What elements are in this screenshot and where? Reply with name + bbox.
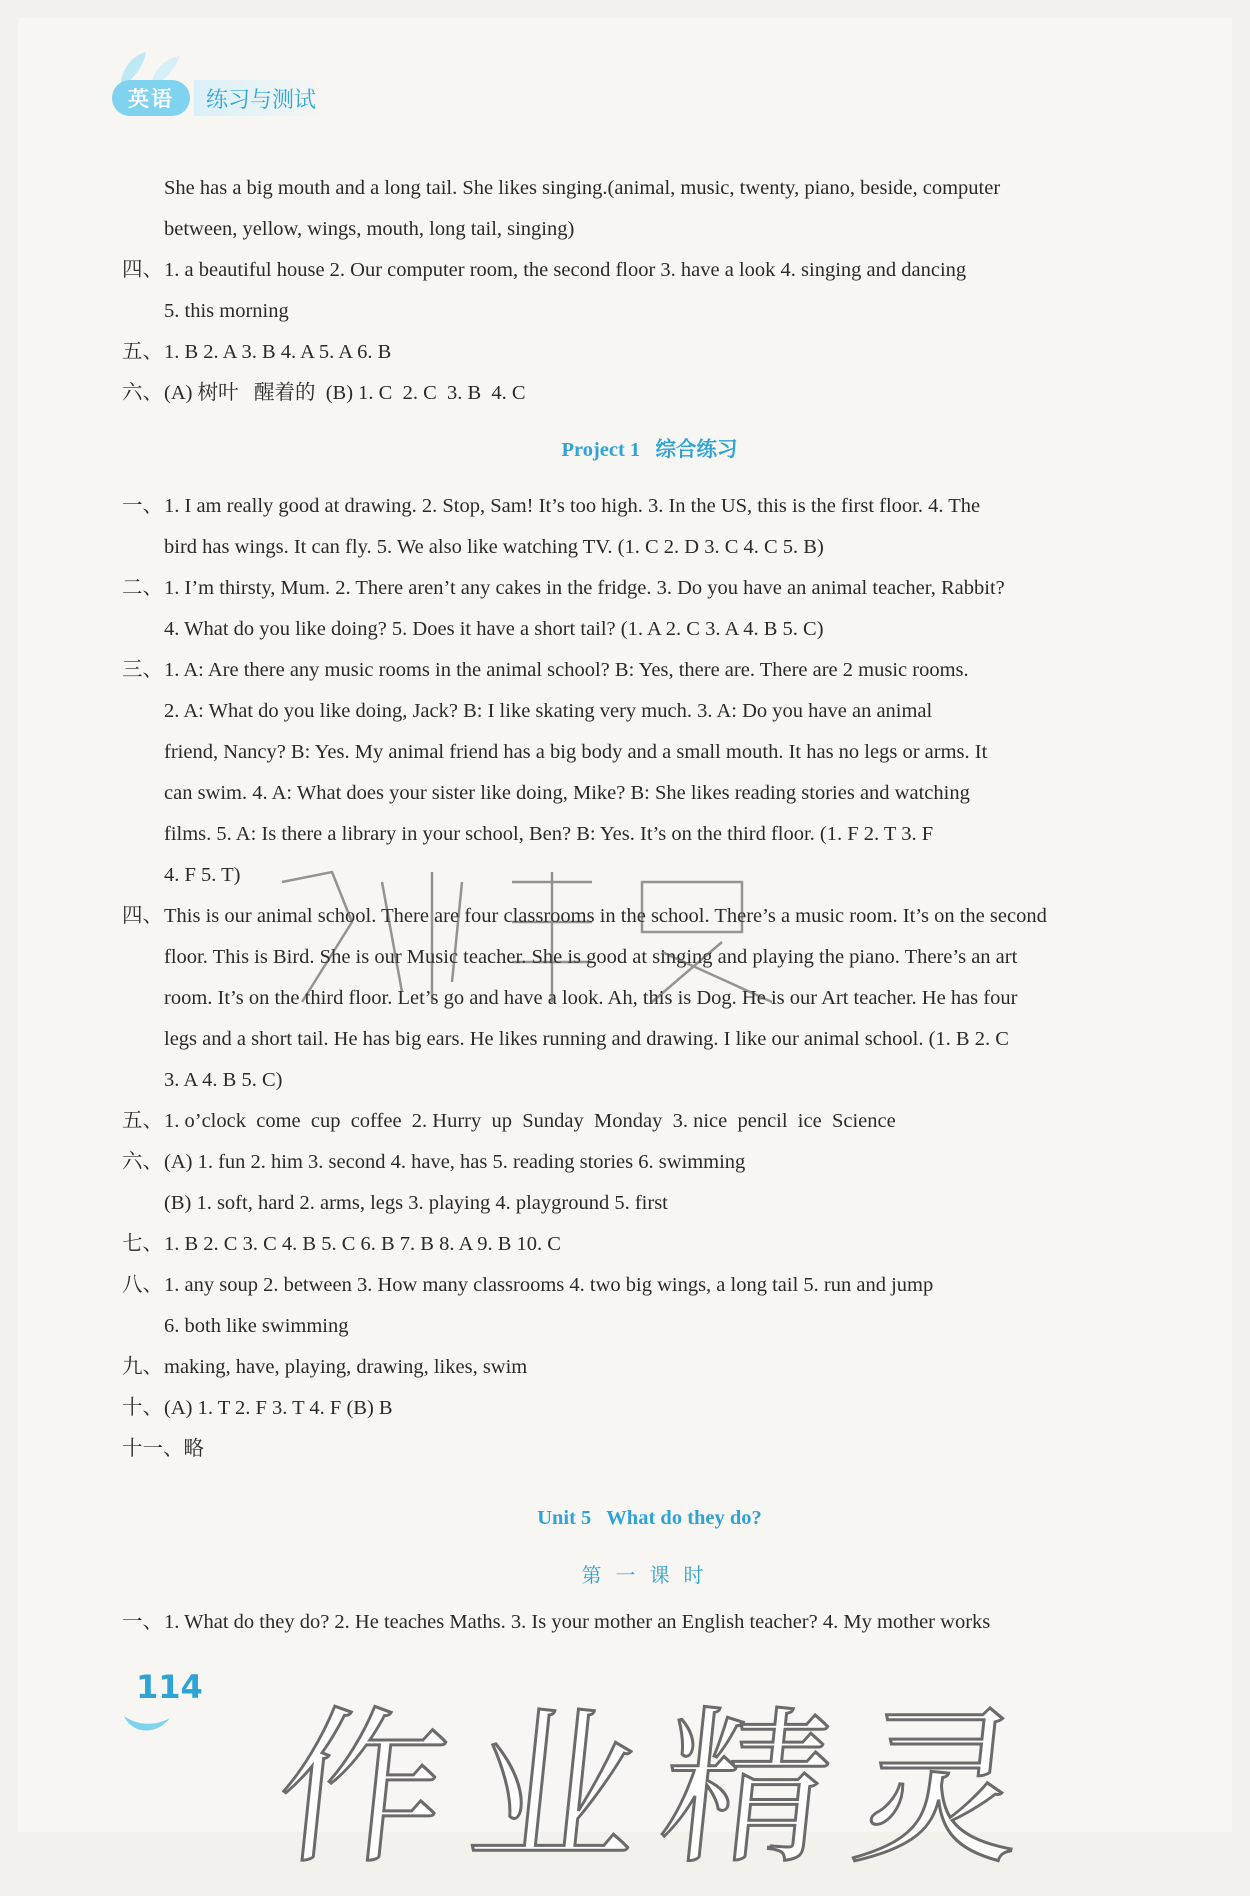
- unit-q1: 一、 1. What do they do? 2. He teaches Maths. 3. Is your mother an English teacher? 4. My mother works: [122, 1611, 991, 1633]
- text-line: films. 5. A: Is there a library in your school, Ben? B: Yes. It’s on the third floor. (1. F 2. T 3. F: [164, 823, 934, 845]
- project-q6: 六、 (A) 1. fun 2. him 3. second 4. have, has 5. reading stories 6. swimming: [122, 1151, 746, 1173]
- text-line: legs and a short tail. He has big ears. He likes running and drawing. I like our animal school. (1. B 2. C: [164, 1028, 1009, 1050]
- project-q4: 四、 This is our animal school. There are four classrooms in the school. There’s a music room. It’s on the second: [122, 905, 1047, 927]
- section-4: 四、 1. a beautiful house 2. Our computer room, the second floor 3. have a look 4. singing and dancing: [122, 259, 967, 281]
- text-line: 2. A: What do you like doing, Jack? B: I like skating very much. 3. A: Do you have an animal: [164, 700, 933, 722]
- text-line: floor. This is Bird. She is our Music teacher. She is good at singing and playing the piano. There’s an art: [164, 946, 1018, 968]
- project-q5: 五、 1. o’clock come cup coffee 2. Hurry up Sunday Monday 3. nice pencil ice Science: [122, 1110, 896, 1132]
- lesson-title: 第一课时: [581, 1565, 718, 1587]
- text-line: bird has wings. It can fly. 5. We also like watching TV. (1. C 2. D 3. C 4. C 5. B): [164, 536, 824, 558]
- project-q9: 九、 making, have, playing, drawing, likes, swim: [122, 1356, 528, 1378]
- text-line: She has a big mouth and a long tail. She likes singing.(animal, music, twenty, piano, beside, computer: [164, 177, 1001, 199]
- text-line: can swim. 4. A: What does your sister like doing, Mike? B: She likes reading stories and watching: [164, 782, 970, 804]
- project-q10: 十、 (A) 1. T 2. F 3. T 4. F (B) B: [122, 1397, 393, 1419]
- project-q7: 七、 1. B 2. C 3. C 4. B 5. C 6. B 7. B 8. A 9. B 10. C: [122, 1233, 561, 1255]
- text-line: (B) 1. soft, hard 2. arms, legs 3. playing 4. playground 5. first: [164, 1192, 668, 1214]
- text-line: 4. What do you like doing? 5. Does it have a short tail? (1. A 2. C 3. A 4. B 5. C): [164, 618, 824, 640]
- text-line: 4. F 5. T): [164, 864, 241, 886]
- text-line: between, yellow, wings, mouth, long tail, singing): [164, 218, 575, 240]
- project-title: Project 1 综合练习: [561, 439, 738, 461]
- watermark-text: 作业精灵: [268, 1691, 1057, 1887]
- project-q8: 八、 1. any soup 2. between 3. How many classrooms 4. two big wings, a long tail 5. run and jump: [122, 1274, 934, 1296]
- project-q2: 二、 1. I’m thirsty, Mum. 2. There aren’t any cakes in the fridge. 3. Do you have an animal teacher, Rabbit?: [122, 577, 1005, 599]
- subject-badge: 英语: [112, 80, 190, 116]
- page-leaf-icon: [122, 1712, 172, 1738]
- text-line: 5. this morning: [164, 300, 289, 322]
- project-q1: 一、 1. I am really good at drawing. 2. Stop, Sam! It’s too high. 3. In the US, this is the first floor. 4. The: [122, 495, 981, 517]
- section-5: 五、 1. B 2. A 3. B 4. A 5. A 6. B: [122, 341, 392, 363]
- text-line: room. It’s on the third floor. Let’s go and have a look. Ah, this is Dog. He is our Art teacher. He has four: [164, 987, 1018, 1009]
- unit-title: Unit 5 What do they do?: [537, 1507, 762, 1529]
- book-header: [110, 50, 430, 120]
- book-subtitle: 练习与测试: [194, 80, 328, 116]
- section-6: 六、 (A) 树叶 醒着的 (B) 1. C 2. C 3. B 4. C: [122, 382, 526, 404]
- project-q11: 十一、略: [122, 1438, 204, 1460]
- text-line: 3. A 4. B 5. C): [164, 1069, 283, 1091]
- text-line: 6. both like swimming: [164, 1315, 349, 1337]
- text-line: friend, Nancy? B: Yes. My animal friend has a big body and a small mouth. It has no legs or arms. It: [164, 741, 988, 763]
- answer-content: [122, 168, 1177, 1643]
- page-number: 114: [136, 1668, 203, 1706]
- project-q3: 三、 1. A: Are there any music rooms in the animal school? B: Yes, there are. There are 2 music rooms.: [122, 659, 969, 681]
